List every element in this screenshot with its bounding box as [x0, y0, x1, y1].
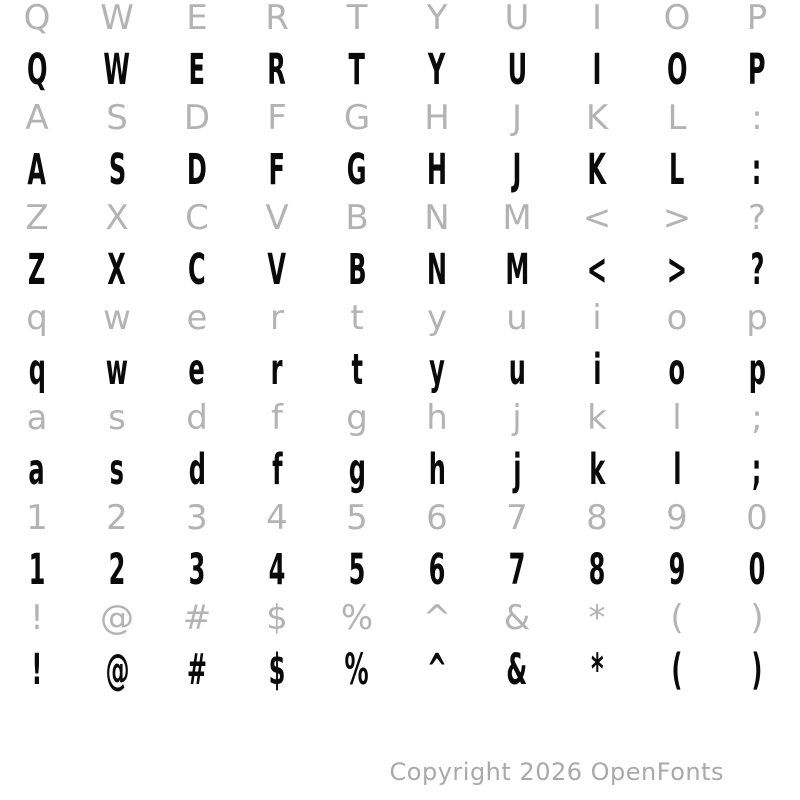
glyph-cell — [0, 345, 77, 395]
glyph-cell — [557, 345, 637, 395]
specimen-glyph: : — [752, 144, 762, 195]
specimen-glyph: B — [347, 244, 367, 295]
specimen-glyph: ) — [751, 644, 763, 695]
glyph-cell — [637, 245, 717, 295]
glyph-row-10-specimen — [0, 445, 797, 495]
reference-glyph: u — [506, 298, 528, 338]
glyph-cell — [237, 593, 317, 643]
glyph-cell — [0, 393, 77, 443]
reference-glyph: J — [511, 98, 523, 138]
glyph-cell — [477, 45, 557, 95]
specimen-glyph: R — [267, 44, 287, 95]
glyph-cell — [77, 45, 157, 95]
glyph-cell — [317, 545, 397, 595]
reference-glyph: q — [26, 298, 48, 338]
specimen-glyph: U — [507, 44, 527, 95]
glyph-cell — [0, 493, 77, 543]
glyph-cell — [77, 345, 157, 395]
glyph-row-8-specimen — [0, 345, 797, 395]
specimen-glyph: u — [508, 344, 526, 395]
glyph-cell — [317, 145, 397, 195]
glyph-cell — [477, 445, 557, 495]
specimen-glyph: < — [586, 244, 608, 295]
glyph-cell — [397, 193, 477, 243]
specimen-glyph: 7 — [508, 544, 526, 595]
glyph-cell — [317, 493, 397, 543]
reference-glyph: e — [186, 298, 208, 338]
reference-glyph: r — [270, 298, 284, 338]
specimen-glyph: ( — [671, 644, 683, 695]
reference-glyph: S — [106, 98, 128, 138]
reference-glyph: ? — [747, 198, 767, 238]
specimen-glyph: l — [672, 444, 682, 495]
glyph-cell — [237, 393, 317, 443]
glyph-cell — [317, 393, 397, 443]
glyph-cell — [237, 445, 317, 495]
specimen-glyph: ; — [752, 444, 762, 495]
reference-glyph: h — [426, 398, 448, 438]
specimen-glyph: 5 — [348, 544, 366, 595]
glyph-row-5-reference — [0, 193, 797, 243]
glyph-cell — [397, 645, 477, 695]
reference-glyph: k — [587, 398, 607, 438]
glyph-cell — [77, 593, 157, 643]
glyph-row-12-specimen — [0, 545, 797, 595]
reference-glyph: a — [26, 398, 48, 438]
glyph-cell — [637, 545, 717, 595]
specimen-glyph: > — [666, 244, 688, 295]
glyph-cell — [397, 345, 477, 395]
glyph-cell — [317, 45, 397, 95]
specimen-glyph: Z — [28, 244, 46, 295]
glyph-cell — [237, 93, 317, 143]
glyph-row-9-reference — [0, 393, 797, 443]
reference-glyph: P — [746, 0, 768, 38]
reference-glyph: t — [350, 298, 364, 338]
glyph-cell — [397, 145, 477, 195]
glyph-cell — [317, 645, 397, 695]
glyph-cell — [77, 93, 157, 143]
glyph-cell — [157, 493, 237, 543]
glyph-cell — [717, 393, 797, 443]
specimen-glyph: 1 — [28, 544, 46, 595]
reference-glyph: I — [591, 0, 603, 38]
glyph-cell — [397, 593, 477, 643]
glyph-cell — [317, 193, 397, 243]
reference-glyph: f — [271, 398, 283, 438]
glyph-cell — [157, 45, 237, 95]
glyph-cell — [157, 393, 237, 443]
specimen-glyph: g — [348, 444, 366, 495]
glyph-cell — [237, 45, 317, 95]
specimen-glyph: p — [748, 344, 766, 395]
reference-glyph: Q — [23, 0, 51, 38]
reference-glyph: U — [504, 0, 530, 38]
specimen-glyph: Q — [26, 44, 48, 95]
specimen-glyph: G — [347, 144, 367, 195]
glyph-cell — [717, 345, 797, 395]
glyph-cell — [477, 493, 557, 543]
reference-glyph: 9 — [666, 498, 688, 538]
glyph-cell — [637, 93, 717, 143]
glyph-cell — [237, 193, 317, 243]
glyph-cell — [717, 293, 797, 343]
reference-glyph: Y — [426, 0, 448, 38]
specimen-glyph: a — [28, 444, 46, 495]
specimen-glyph: & — [506, 644, 528, 695]
glyph-cell — [477, 193, 557, 243]
glyph-cell — [477, 545, 557, 595]
reference-glyph: j — [512, 398, 522, 438]
glyph-cell — [397, 545, 477, 595]
glyph-cell — [557, 193, 637, 243]
specimen-glyph: S — [108, 144, 126, 195]
glyph-cell — [157, 645, 237, 695]
glyph-cell — [477, 293, 557, 343]
glyph-cell — [157, 293, 237, 343]
reference-glyph: i — [592, 298, 602, 338]
reference-glyph: H — [424, 98, 450, 138]
glyph-cell — [717, 193, 797, 243]
reference-glyph: O — [663, 0, 691, 38]
glyph-cell — [77, 293, 157, 343]
specimen-glyph: h — [428, 444, 446, 495]
reference-glyph: K — [585, 98, 609, 138]
glyph-cell — [157, 593, 237, 643]
glyph-cell — [237, 0, 317, 43]
glyph-cell — [557, 93, 637, 143]
specimen-glyph: 6 — [428, 544, 446, 595]
specimen-glyph: $ — [268, 644, 286, 695]
reference-glyph: 1 — [26, 498, 48, 538]
reference-glyph: $ — [266, 598, 288, 638]
specimen-glyph: A — [27, 144, 47, 195]
glyph-cell — [157, 345, 237, 395]
glyph-cell — [237, 545, 317, 595]
specimen-glyph: 8 — [588, 544, 606, 595]
glyph-cell — [77, 245, 157, 295]
glyph-row-2-specimen — [0, 45, 797, 95]
glyph-cell — [637, 293, 717, 343]
specimen-glyph: # — [186, 644, 208, 695]
glyph-cell — [0, 145, 77, 195]
specimen-glyph: F — [268, 144, 286, 195]
glyph-row-11-reference — [0, 493, 797, 543]
glyph-cell — [237, 493, 317, 543]
glyph-cell — [317, 93, 397, 143]
reference-glyph: 2 — [106, 498, 128, 538]
reference-glyph: V — [265, 198, 289, 238]
glyph-cell — [557, 445, 637, 495]
glyph-cell — [477, 345, 557, 395]
reference-glyph: ! — [30, 598, 44, 638]
reference-glyph: 7 — [506, 498, 528, 538]
reference-glyph: W — [100, 0, 134, 38]
reference-glyph: L — [667, 98, 687, 138]
glyph-cell — [0, 445, 77, 495]
specimen-glyph: ! — [31, 644, 43, 695]
reference-glyph: R — [265, 0, 289, 38]
reference-glyph: * — [588, 598, 606, 638]
glyph-cell — [397, 0, 477, 43]
glyph-cell — [317, 245, 397, 295]
glyph-cell — [237, 645, 317, 695]
glyph-cell — [0, 545, 77, 595]
glyph-cell — [477, 645, 557, 695]
reference-glyph: @ — [100, 598, 134, 638]
reference-glyph: g — [346, 398, 368, 438]
copyright-watermark: Copyright 2026 OpenFonts — [389, 758, 724, 786]
specimen-glyph: ^ — [426, 644, 448, 695]
glyph-cell — [717, 245, 797, 295]
specimen-glyph: D — [186, 144, 207, 195]
specimen-glyph: M — [505, 244, 529, 295]
specimen-glyph: j — [512, 444, 522, 495]
glyph-cell — [157, 145, 237, 195]
glyph-cell — [237, 293, 317, 343]
glyph-cell — [637, 393, 717, 443]
glyph-cell — [717, 0, 797, 43]
glyph-cell — [397, 45, 477, 95]
specimen-glyph: % — [344, 644, 370, 695]
reference-glyph: X — [105, 198, 129, 238]
glyph-row-3-reference — [0, 93, 797, 143]
glyph-cell — [77, 0, 157, 43]
reference-glyph: y — [426, 298, 448, 338]
specimen-glyph: V — [267, 244, 287, 295]
glyph-cell — [77, 445, 157, 495]
glyph-cell — [157, 93, 237, 143]
reference-glyph: > — [662, 198, 692, 238]
glyph-cell — [717, 45, 797, 95]
glyph-row-14-specimen — [0, 645, 797, 695]
specimen-glyph: 2 — [108, 544, 126, 595]
glyph-cell — [317, 445, 397, 495]
reference-glyph: # — [182, 598, 212, 638]
glyph-cell — [717, 593, 797, 643]
glyph-cell — [637, 145, 717, 195]
glyph-cell — [0, 45, 77, 95]
glyph-cell — [157, 545, 237, 595]
specimen-glyph: K — [587, 144, 607, 195]
glyph-cell — [477, 393, 557, 443]
glyph-cell — [557, 245, 637, 295]
glyph-cell — [557, 45, 637, 95]
specimen-glyph: 3 — [188, 544, 206, 595]
reference-glyph: ^ — [422, 598, 452, 638]
reference-glyph: : — [751, 98, 763, 138]
glyph-cell — [237, 145, 317, 195]
glyph-cell — [477, 0, 557, 43]
reference-glyph: 8 — [586, 498, 608, 538]
glyph-cell — [0, 293, 77, 343]
specimen-glyph: T — [348, 44, 366, 95]
specimen-glyph: W — [103, 44, 131, 95]
reference-glyph: w — [103, 298, 131, 338]
glyph-cell — [637, 593, 717, 643]
specimen-glyph: P — [748, 44, 766, 95]
glyph-cell — [317, 345, 397, 395]
glyph-cell — [77, 393, 157, 443]
specimen-glyph: * — [590, 644, 604, 695]
reference-glyph: D — [183, 98, 211, 138]
specimen-glyph: L — [669, 144, 685, 195]
glyph-cell — [397, 293, 477, 343]
glyph-cell — [637, 193, 717, 243]
glyph-cell — [717, 445, 797, 495]
reference-glyph: G — [343, 98, 371, 138]
glyph-cell — [397, 245, 477, 295]
glyph-cell — [637, 0, 717, 43]
specimen-glyph: H — [426, 144, 448, 195]
specimen-glyph: I — [592, 44, 602, 95]
reference-glyph: T — [346, 0, 368, 38]
glyph-cell — [397, 393, 477, 443]
glyph-cell — [0, 193, 77, 243]
glyph-cell — [637, 493, 717, 543]
glyph-row-1-reference — [0, 0, 797, 43]
glyph-cell — [77, 193, 157, 243]
glyph-cell — [0, 593, 77, 643]
specimen-glyph: e — [188, 344, 206, 395]
glyph-cell — [0, 0, 77, 43]
glyph-cell — [77, 493, 157, 543]
reference-glyph: s — [108, 398, 126, 438]
glyph-cell — [0, 645, 77, 695]
glyph-cell — [317, 593, 397, 643]
specimen-glyph: i — [592, 344, 602, 395]
reference-glyph: 5 — [346, 498, 368, 538]
reference-glyph: l — [672, 398, 682, 438]
glyph-cell — [237, 345, 317, 395]
specimen-glyph: E — [188, 44, 206, 95]
glyph-cell — [77, 545, 157, 595]
reference-glyph: p — [746, 298, 768, 338]
glyph-cell — [317, 293, 397, 343]
reference-glyph: F — [267, 98, 287, 138]
glyph-cell — [557, 493, 637, 543]
reference-glyph: A — [25, 98, 49, 138]
glyph-cell — [557, 0, 637, 43]
specimen-glyph: Y — [428, 44, 446, 95]
specimen-glyph: ? — [750, 244, 764, 295]
glyph-cell — [557, 593, 637, 643]
glyph-cell — [637, 645, 717, 695]
specimen-glyph: y — [429, 344, 445, 395]
reference-glyph: N — [424, 198, 450, 238]
glyph-cell — [717, 645, 797, 695]
glyph-cell — [397, 493, 477, 543]
specimen-glyph: C — [188, 244, 206, 295]
reference-glyph: Z — [25, 198, 49, 238]
glyph-cell — [77, 645, 157, 695]
specimen-glyph: 9 — [668, 544, 686, 595]
reference-glyph: 6 — [426, 498, 448, 538]
reference-glyph: < — [582, 198, 612, 238]
specimen-glyph: J — [512, 144, 522, 195]
reference-glyph: d — [186, 398, 208, 438]
reference-glyph: & — [503, 598, 531, 638]
specimen-glyph: N — [426, 244, 448, 295]
specimen-glyph: 0 — [748, 544, 766, 595]
glyph-cell — [317, 0, 397, 43]
specimen-glyph: s — [109, 444, 125, 495]
glyph-cell — [717, 93, 797, 143]
glyph-row-4-specimen — [0, 145, 797, 195]
reference-glyph: E — [186, 0, 208, 38]
specimen-glyph: f — [271, 444, 283, 495]
glyph-cell — [157, 445, 237, 495]
glyph-cell — [157, 245, 237, 295]
specimen-glyph: O — [666, 44, 688, 95]
glyph-row-7-reference — [0, 293, 797, 343]
glyph-cell — [717, 493, 797, 543]
glyph-cell — [637, 345, 717, 395]
specimen-glyph: d — [188, 444, 206, 495]
specimen-glyph: r — [271, 344, 283, 395]
glyph-cell — [557, 645, 637, 695]
glyph-cell — [0, 93, 77, 143]
glyph-row-13-reference — [0, 593, 797, 643]
glyph-cell — [157, 0, 237, 43]
glyph-row-6-specimen — [0, 245, 797, 295]
glyph-cell — [397, 445, 477, 495]
glyph-cell — [557, 393, 637, 443]
specimen-glyph: 4 — [268, 544, 286, 595]
reference-glyph: 0 — [746, 498, 768, 538]
reference-glyph: ( — [670, 598, 684, 638]
glyph-cell — [237, 245, 317, 295]
reference-glyph: ) — [750, 598, 764, 638]
glyph-cell — [557, 293, 637, 343]
glyph-cell — [637, 45, 717, 95]
glyph-cell — [477, 245, 557, 295]
glyph-cell — [477, 145, 557, 195]
glyph-cell — [637, 445, 717, 495]
glyph-cell — [717, 145, 797, 195]
specimen-glyph: o — [668, 344, 686, 395]
specimen-glyph: @ — [104, 644, 130, 695]
glyph-cell — [557, 545, 637, 595]
glyph-cell — [477, 93, 557, 143]
specimen-glyph: k — [588, 444, 606, 495]
specimen-glyph: q — [28, 344, 46, 395]
reference-glyph: B — [345, 198, 369, 238]
reference-glyph: 4 — [266, 498, 288, 538]
glyph-cell — [157, 193, 237, 243]
glyph-cell — [477, 593, 557, 643]
reference-glyph: ; — [751, 398, 763, 438]
reference-glyph: C — [185, 198, 209, 238]
reference-glyph: M — [502, 198, 532, 238]
reference-glyph: o — [666, 298, 688, 338]
reference-glyph: % — [340, 598, 374, 638]
glyph-cell — [0, 245, 77, 295]
specimen-glyph: w — [105, 344, 129, 395]
glyph-cell — [397, 93, 477, 143]
glyph-cell — [557, 145, 637, 195]
specimen-glyph: t — [351, 344, 363, 395]
specimen-glyph: X — [107, 244, 127, 295]
reference-glyph: 3 — [186, 498, 208, 538]
glyph-cell — [717, 545, 797, 595]
glyph-cell — [77, 145, 157, 195]
